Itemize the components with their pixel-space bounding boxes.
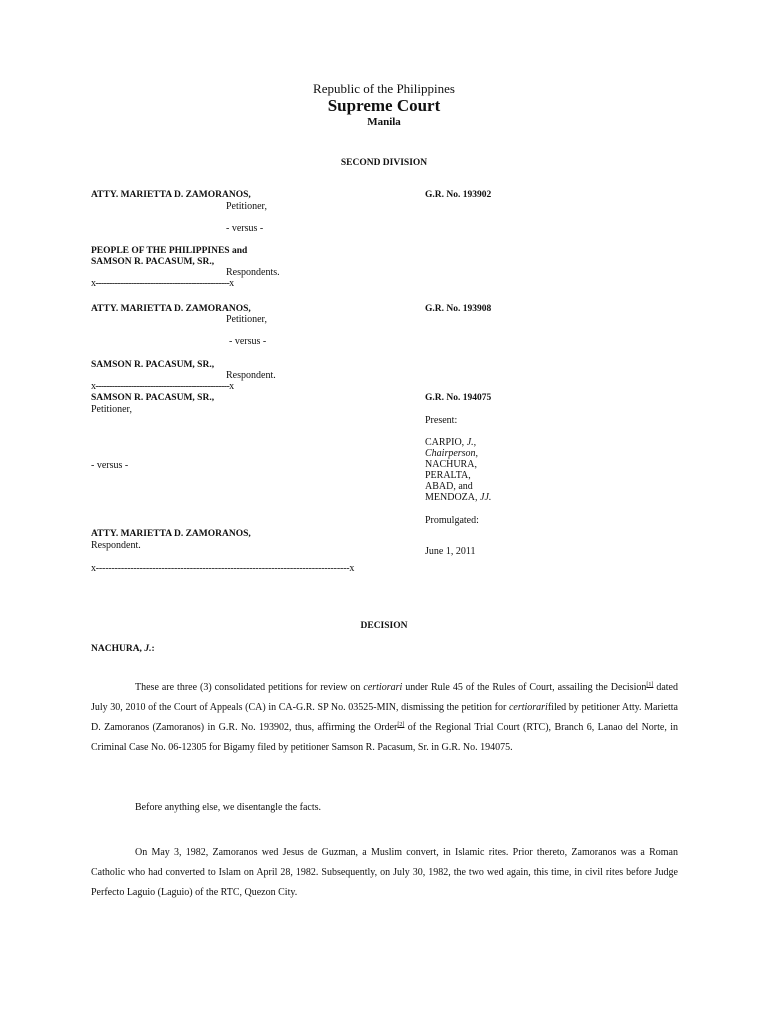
case1-petitioner: ATTY. MARIETTA D. ZAMORANOS,	[91, 190, 251, 200]
division-heading: SECOND DIVISION	[340, 158, 428, 168]
justice-carpio-name: CARPIO,	[425, 437, 465, 448]
case2-versus: - versus -	[229, 336, 267, 347]
paragraph-3	[91, 843, 678, 903]
case3-promulgated-label: Promulgated:	[425, 515, 479, 526]
justice-carpio-j: J.,	[466, 437, 477, 448]
city-heading: Manila	[367, 116, 401, 128]
case2-respondent: SAMSON R. PACASUM, SR.,	[91, 360, 215, 370]
justice-peralta: PERALTA,	[425, 470, 471, 481]
p1-certiorari: certiorari	[363, 682, 403, 693]
justice-abad: ABAD, and	[425, 481, 473, 492]
case3-respondent-role: Respondent.	[91, 540, 141, 551]
case3-respondent: ATTY. MARIETTA D. ZAMORANOS,	[91, 529, 251, 539]
ponente-name: NACHURA,	[91, 644, 142, 654]
case1-petitioner-role: Petitioner,	[226, 201, 267, 212]
case3-promulgation-date: June 1, 2011	[425, 546, 476, 557]
p1-text-b: under Rule 45 of the Rules of Court, assailing the Decision	[402, 682, 647, 693]
ponente-colon: :	[151, 644, 155, 654]
ponente-line	[91, 643, 155, 655]
p1-text-e: of the Regional Trial Court (RTC), Branch 6, Lanao del Norte, in Criminal Case No. 06-12305 for Bigamy filed by petitioner Samson R. Pacasum, Sr. in G.R. No. 194075.	[91, 722, 678, 753]
case1-versus: - versus -	[226, 223, 264, 234]
p3-text: On May 3, 1982, Zamoranos wed Jesus de Guzman, a Muslim convert, in Islamic rites. Prior thereto, Zamoranos was a Roman Catholic who had converted to Islam on April 28, 1982. Subsequently, on July 30, 1982, the two wed again, this time, in civil rites before Judge Perfecto Laguio (Laguio) of the RTC, Quezon City.	[91, 847, 678, 898]
case2-gr-number: G.R. No. 193908	[425, 304, 492, 314]
justice-mendoza-name: MENDOZA,	[425, 492, 478, 503]
justice-jj: JJ.	[480, 492, 492, 503]
case1-respondent-line2: SAMSON R. PACASUM, SR.,	[91, 257, 215, 267]
case1-gr-number: G.R. No. 193902	[425, 190, 492, 200]
case3-gr-number: G.R. No. 194075	[425, 393, 492, 403]
case2-petitioner-role: Petitioner,	[226, 314, 267, 325]
justice-mendoza	[425, 492, 491, 504]
court-heading: Supreme Court	[327, 96, 441, 115]
case3-separator: x---------------------------------------------------------------------------------x	[91, 563, 355, 574]
case1-respondent-role: Respondents.	[226, 267, 280, 278]
case2-respondent-role: Respondent.	[226, 370, 276, 381]
case1-respondent-line1: PEOPLE OF THE PHILIPPINES and	[91, 246, 248, 256]
p1-text-a: These are three (3) consolidated petitions for review on	[135, 682, 364, 693]
p1-certiorari-2: certiorari	[508, 702, 548, 713]
decision-title: DECISION	[360, 621, 408, 631]
republic-heading: Republic of the Philippines	[313, 81, 455, 96]
paragraph-1	[91, 678, 678, 758]
footnote-1-link[interactable]: [1]	[646, 682, 654, 688]
case3-present-label: Present:	[425, 415, 458, 426]
case2-petitioner: ATTY. MARIETTA D. ZAMORANOS,	[91, 304, 251, 314]
case3-versus: - versus -	[91, 460, 129, 471]
case2-separator: x-------------------------------------------------x	[91, 381, 234, 392]
paragraph-2	[91, 798, 678, 818]
justice-nachura: NACHURA,	[425, 459, 477, 470]
justice-chairperson: Chairperson,	[425, 448, 479, 459]
p2-text: Before anything else, we disentangle the facts.	[135, 802, 322, 813]
case3-petitioner: SAMSON R. PACASUM, SR.,	[91, 393, 215, 403]
case3-petitioner-role: Petitioner,	[91, 404, 132, 415]
footnote-2-link[interactable]: [2]	[397, 722, 405, 728]
p1-text-c: dated July 30, 2010 of the Court of Appeals (CA) in CA-G.R. SP No. 03525-MIN, dismissing the petition for	[91, 682, 678, 713]
ponente-j: J.	[144, 644, 152, 654]
p1-text-d: filed by petitioner Atty. Marietta D. Zamoranos (Zamoranos) in G.R. No. 193902, thus, affirming the Order	[91, 702, 678, 733]
case1-separator: x-------------------------------------------------x	[91, 278, 234, 289]
